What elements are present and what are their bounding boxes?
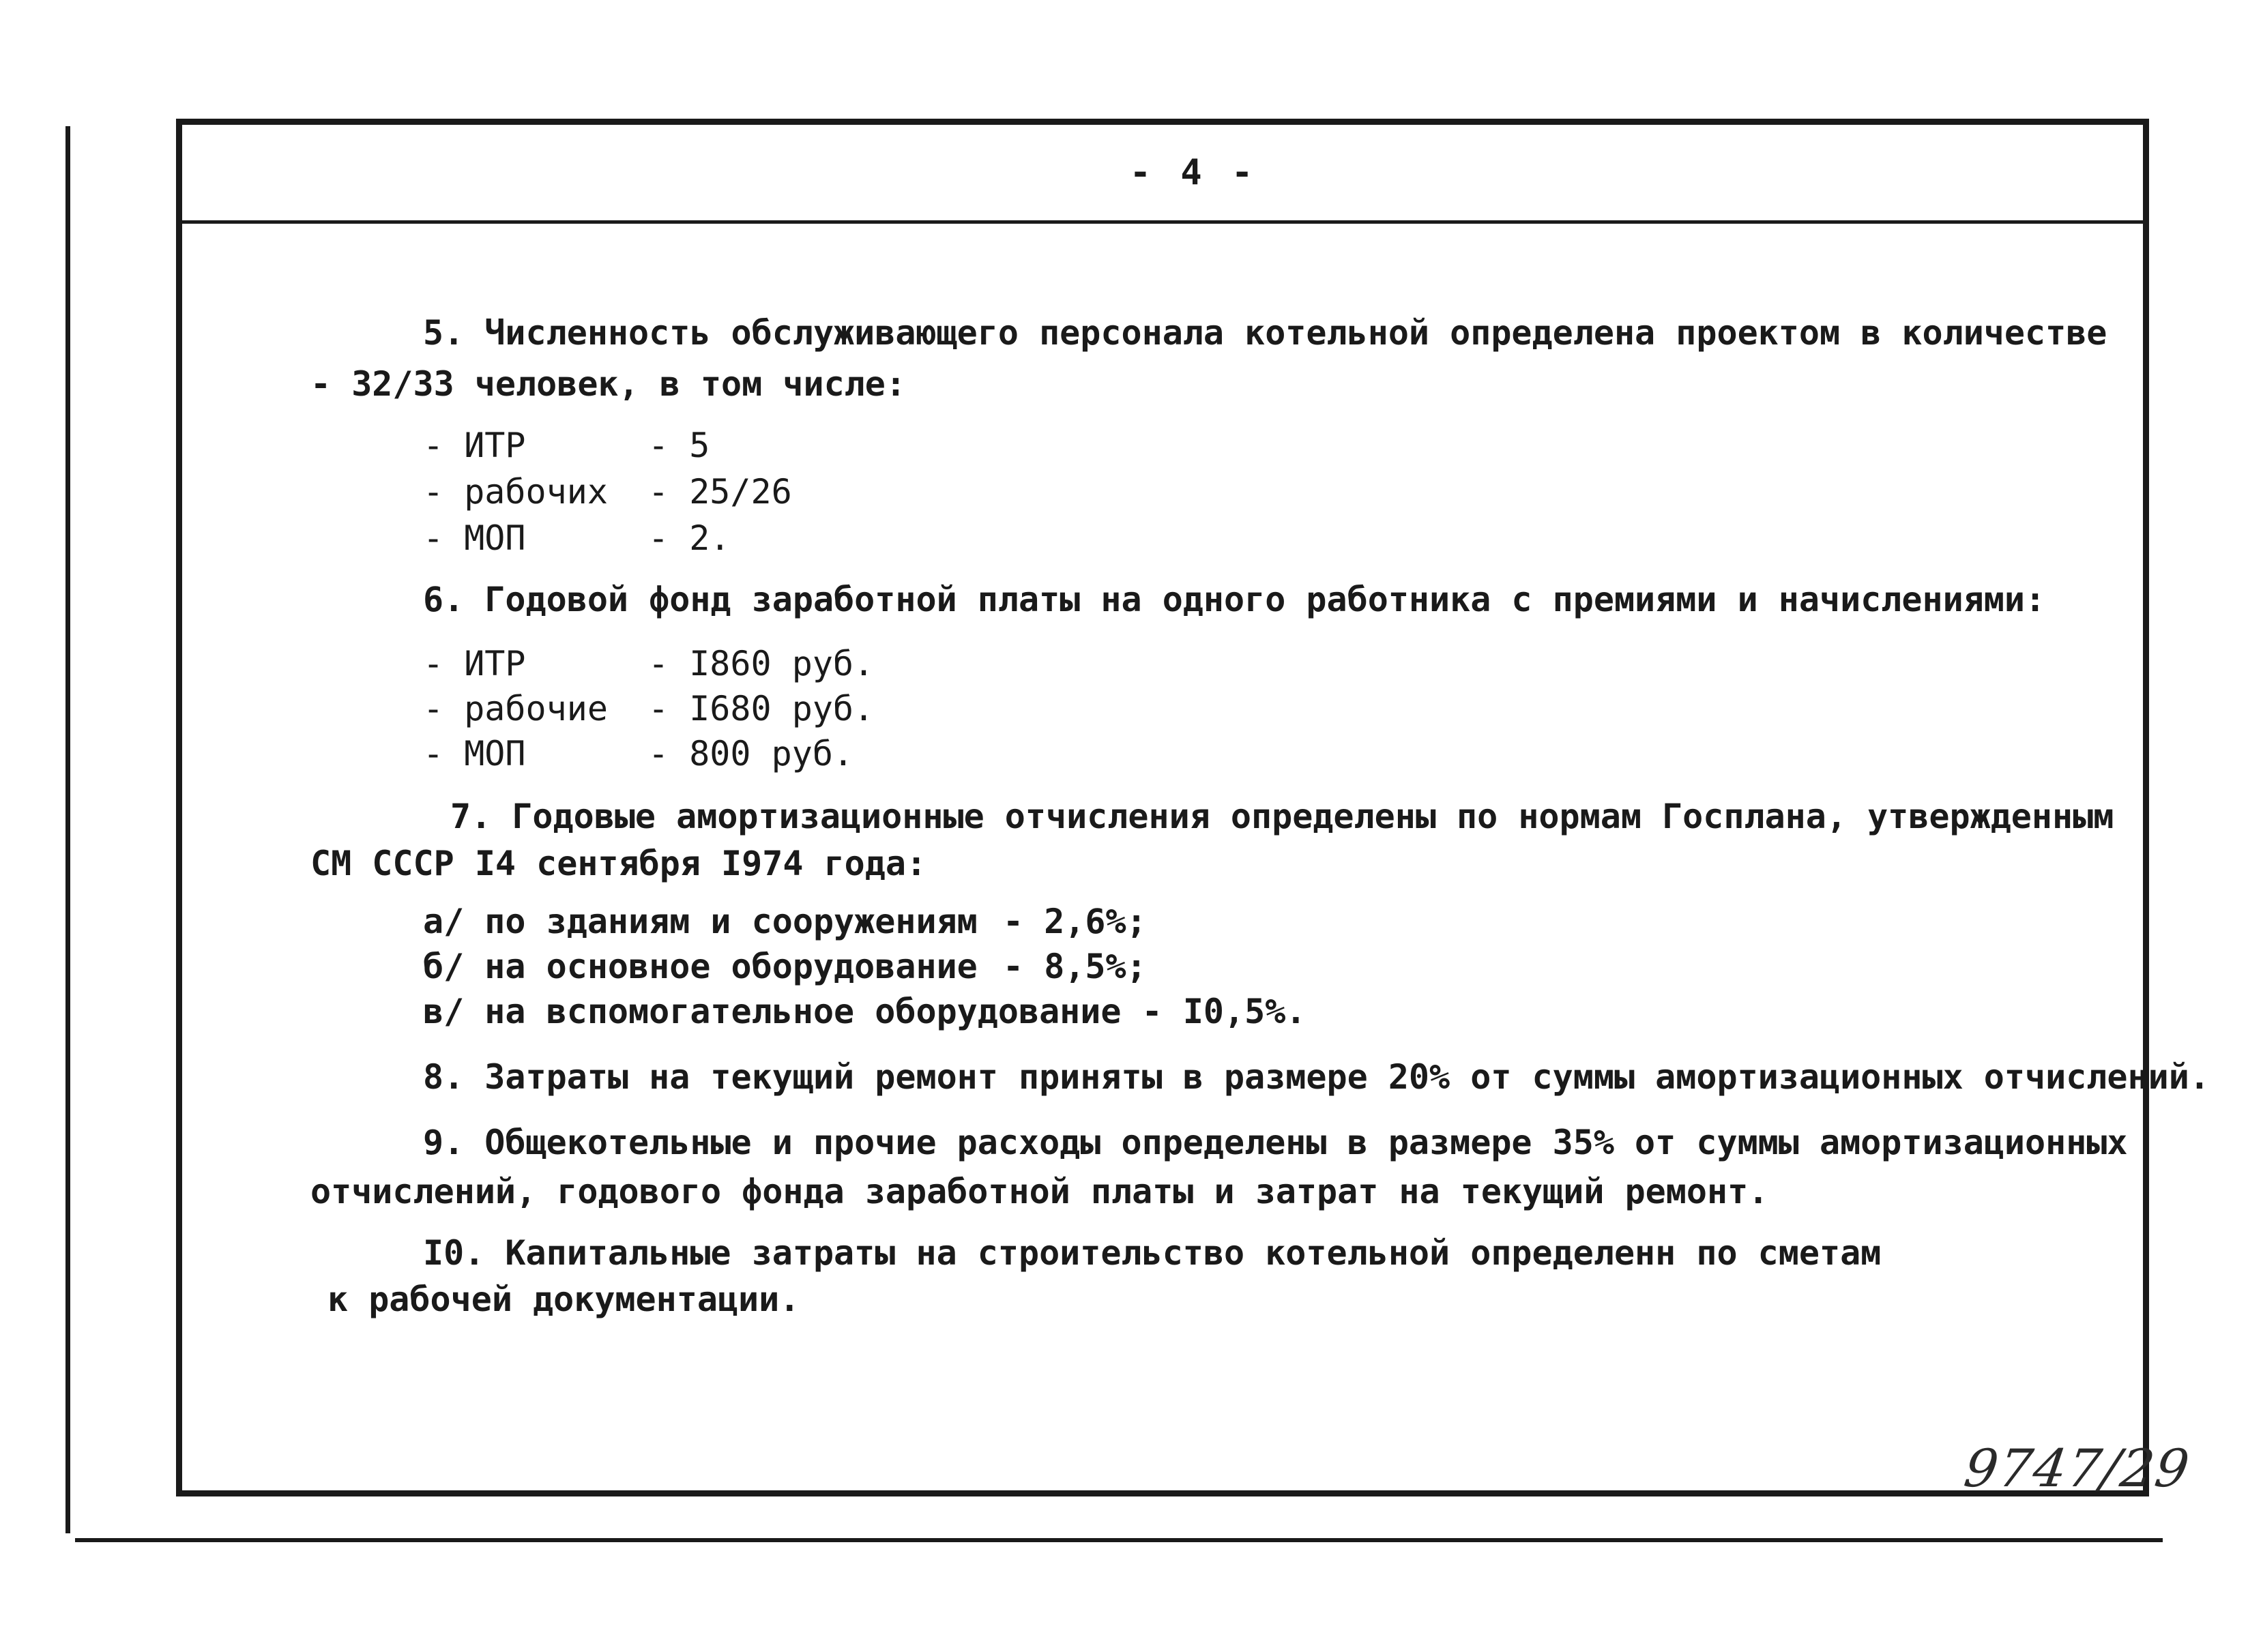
staff-value: - 5 [648, 426, 710, 465]
wage-label: - ИТР [423, 644, 526, 683]
staff-row-mop [423, 518, 731, 558]
staff-label: - рабочих [423, 472, 608, 512]
depreciation-value: - I0,5%. [1141, 992, 1307, 1031]
outer-left-rule [65, 126, 70, 1533]
staff-value: - 25/26 [648, 472, 792, 512]
staff-value: - 2. [648, 518, 731, 558]
section-6-line-1: 6. Годовой фонд заработной платы на одного работника с премиями и начислениями: [423, 580, 2046, 619]
wage-row-workers [423, 689, 875, 728]
depreciation-label: а/ по зданиям и сооружениям [423, 902, 978, 941]
outer-bottom-rule [75, 1538, 2163, 1542]
wage-value: - I860 руб. [648, 644, 875, 683]
section-7-line-2: СМ СССР I4 сентября I974 года: [310, 844, 927, 883]
page-header [182, 125, 2143, 224]
wage-value: - 800 руб. [648, 734, 854, 773]
staff-row-itr [423, 426, 710, 465]
depreciation-label: б/ на основное оборудование [423, 947, 978, 986]
section-7-line-1: 7. Годовые амортизационные отчисления определены по нормам Госплана, утвержденным [450, 797, 2114, 836]
page-number: - 4 - [1129, 152, 1257, 193]
section-10-line-1: I0. Капитальные затраты на строительство котельной определенн по сметам [423, 1233, 1882, 1273]
section-5-line-2: - 32/33 человек, в том числе: [310, 364, 906, 404]
depreciation-row-aux-equipment [423, 994, 1306, 1029]
wage-label: - рабочие [423, 689, 608, 728]
wage-row-itr [423, 644, 875, 683]
section-10-line-2: к рабочей документации. [327, 1280, 800, 1319]
wage-label: - МОП [423, 734, 526, 773]
depreciation-row-buildings [423, 904, 1147, 939]
staff-label: - ИТР [423, 426, 526, 465]
section-9-line-2: отчислений, годового фонда заработной платы и затрат на текущий ремонт. [310, 1172, 1769, 1211]
staff-row-workers [423, 472, 792, 512]
wage-value: - I680 руб. [648, 689, 875, 728]
depreciation-label: в/ на вспомогательное оборудование [423, 992, 1122, 1031]
depreciation-row-main-equipment [423, 949, 1147, 984]
depreciation-value: - 2,6%; [1003, 902, 1147, 941]
section-5-line-1: 5. Численность обслуживающего персонала котельной определена проектом в количестве [423, 313, 2107, 353]
handwritten-document-number: 9747/29 [1960, 1438, 2194, 1499]
wage-row-mop [423, 734, 854, 773]
staff-label: - МОП [423, 518, 526, 558]
depreciation-value: - 8,5%; [1003, 947, 1147, 986]
section-9-line-1: 9. Общекотельные и прочие расходы определены в размере 35% от суммы амортизационных [423, 1123, 2128, 1162]
section-8-line-1: 8. Затраты на текущий ремонт приняты в размере 20% от суммы амортизационных отчислений. [423, 1057, 2210, 1097]
